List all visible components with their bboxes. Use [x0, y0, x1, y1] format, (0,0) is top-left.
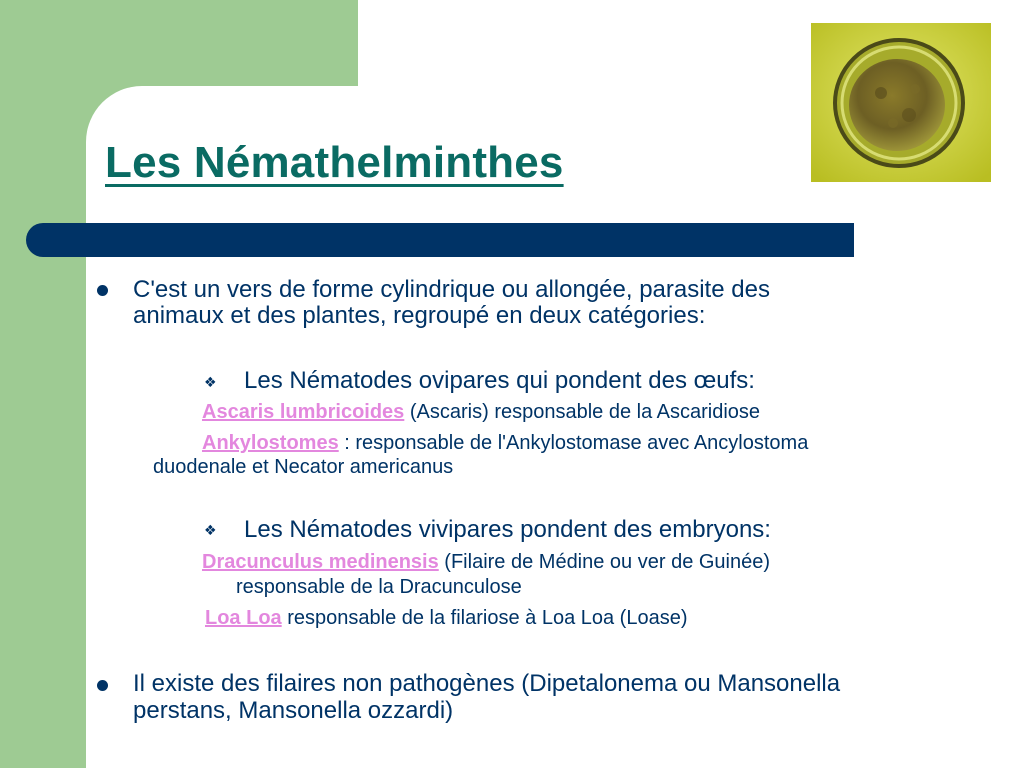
diamond-bullet-icon: ❖ — [204, 522, 217, 538]
group1-entry2 — [202, 432, 808, 454]
link-loa-loa[interactable]: Loa Loa — [205, 607, 282, 629]
link-ascaris-lumbricoides[interactable]: Ascaris lumbricoides — [202, 401, 405, 423]
entry-text: (Ascaris) responsable de la Ascaridiose — [404, 401, 761, 423]
entry-text: responsable de la filariose à Loa Loa (Loase) — [281, 607, 688, 629]
group2-entry1 — [202, 551, 770, 573]
link-dracunculus-medinensis[interactable]: Dracunculus medinensis — [202, 551, 439, 573]
group1-entry2-continuation: duodenale et Necator americanus — [153, 456, 454, 478]
group1-entry1 — [202, 401, 760, 423]
egg-micrograph-icon — [811, 23, 991, 182]
bullet1-line2: animaux et des plantes, regroupé en deux catégories: — [133, 302, 706, 329]
title-underline-bar — [26, 223, 854, 257]
diamond-bullet-icon: ❖ — [204, 374, 217, 390]
entry-text: : responsable de l'Ankylostomase avec Ancylostoma — [338, 432, 809, 454]
egg-micrograph-image — [811, 23, 991, 182]
bullet1-line1: C'est un vers de forme cylindrique ou allongée, parasite des — [133, 276, 770, 303]
slide-content-panel — [86, 86, 1024, 768]
group2-entry2 — [205, 607, 688, 629]
bullet-dot-icon — [97, 285, 108, 296]
group2-entry1-continuation: responsable de la Dracunculose — [236, 576, 522, 598]
slide-title: Les Némathelminthes — [105, 138, 564, 187]
entry-text: (Filaire de Médine ou ver de Guinée) — [438, 551, 771, 573]
group2-heading: Les Nématodes vivipares pondent des embryons: — [244, 516, 771, 543]
link-ankylostomes[interactable]: Ankylostomes — [202, 432, 339, 454]
bullet2-line2: perstans, Mansonella ozzardi) — [133, 697, 454, 724]
bullet-dot-icon — [97, 680, 108, 691]
bullet2-line1: Il existe des filaires non pathogènes (Dipetalonema ou Mansonella — [133, 670, 841, 697]
group1-heading: Les Nématodes ovipares qui pondent des œufs: — [244, 367, 755, 394]
